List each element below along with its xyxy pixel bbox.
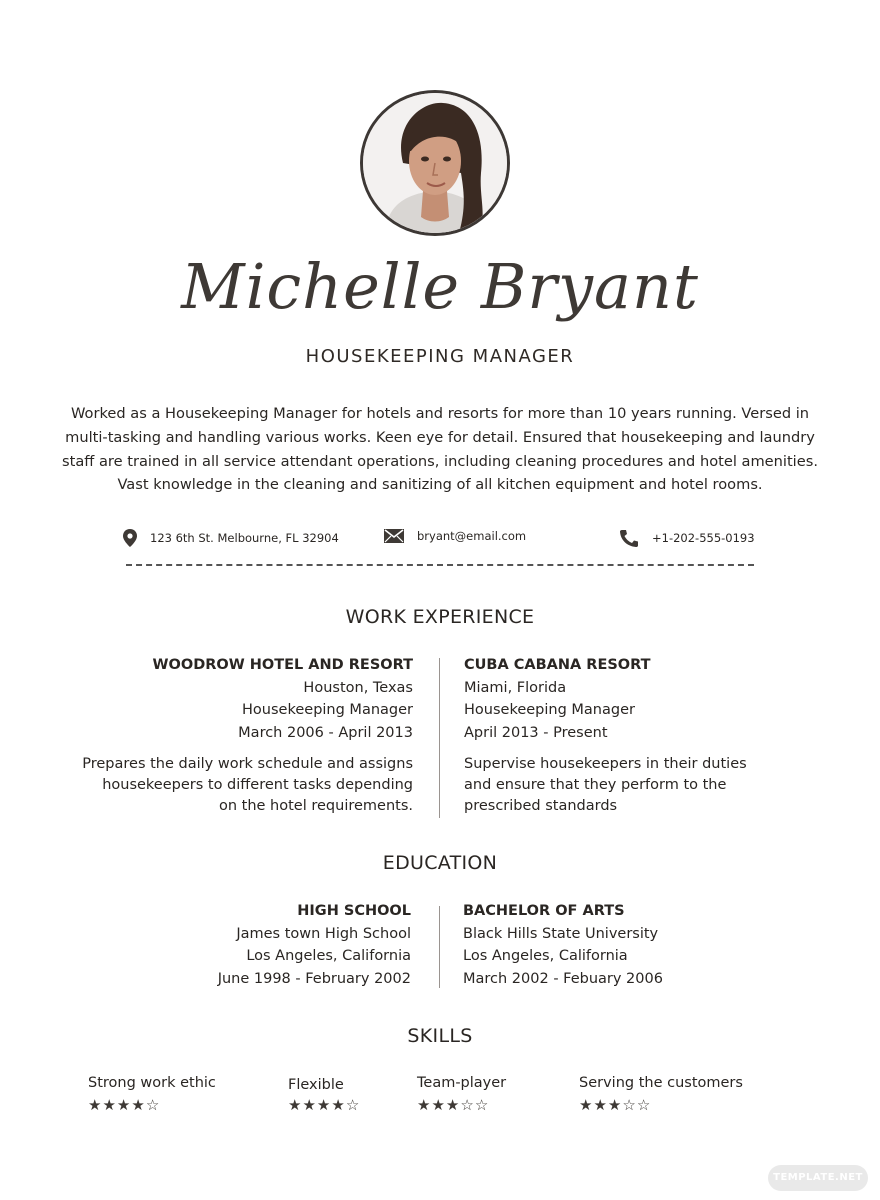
column-divider bbox=[439, 658, 440, 818]
skill-item bbox=[579, 1075, 743, 1114]
star-empty-icon: ☆ bbox=[474, 1096, 490, 1114]
job-dates: April 2013 - Present bbox=[464, 724, 608, 741]
skill-label: Strong work ethic bbox=[88, 1075, 216, 1091]
skill-item bbox=[88, 1075, 216, 1114]
star-filled-icon: ★ bbox=[593, 1096, 608, 1114]
star-empty-icon: ☆ bbox=[460, 1096, 475, 1114]
star-empty-icon: ☆ bbox=[636, 1096, 652, 1114]
description-line: and ensure that they perform to the bbox=[464, 777, 727, 793]
star-empty-icon: ☆ bbox=[345, 1096, 361, 1114]
skill-rating bbox=[88, 1096, 216, 1114]
description-line: Prepares the daily work schedule and assigns bbox=[82, 756, 413, 772]
star-empty-icon: ☆ bbox=[145, 1096, 161, 1114]
skill-item bbox=[417, 1075, 506, 1114]
degree-name: BACHELOR OF ARTS bbox=[463, 903, 625, 919]
study-dates: June 1998 - February 2002 bbox=[217, 970, 411, 987]
phone-icon bbox=[619, 529, 639, 547]
star-empty-icon: ☆ bbox=[622, 1096, 637, 1114]
company-name: WOODROW HOTEL AND RESORT bbox=[152, 657, 413, 673]
professional-summary: Worked as a Housekeeping Manager for hotels and resorts for more than 10 years running. Versed in multi-tasking and handling various works. Keen eye for detail. Ensured that housekeeping and laundry staff are trained in all service attendant operations, including cleaning procedures and hotel amenities. Vast knowledge in the cleaning and sanitizing of all kitchen equipment and hotel rooms. bbox=[62, 405, 818, 494]
star-filled-icon: ★ bbox=[88, 1096, 103, 1114]
section-divider bbox=[126, 564, 754, 566]
education-heading: EDUCATION bbox=[382, 852, 498, 874]
skill-rating bbox=[417, 1096, 506, 1114]
description-line: on the hotel requirements. bbox=[218, 798, 413, 814]
job-location: Houston, Texas bbox=[303, 679, 413, 696]
star-filled-icon: ★ bbox=[116, 1096, 132, 1114]
star-filled-icon: ★ bbox=[102, 1096, 117, 1114]
star-filled-icon: ★ bbox=[316, 1096, 332, 1114]
skill-item bbox=[288, 1077, 360, 1114]
company-name: CUBA CABANA RESORT bbox=[464, 657, 651, 673]
description-line: prescribed standards bbox=[464, 798, 618, 814]
star-filled-icon: ★ bbox=[288, 1096, 303, 1114]
location-pin-icon bbox=[123, 529, 137, 547]
envelope-icon bbox=[384, 529, 404, 543]
job-position: Housekeeping Manager bbox=[464, 702, 635, 718]
star-filled-icon: ★ bbox=[331, 1096, 346, 1114]
job-dates: March 2006 - April 2013 bbox=[238, 724, 413, 741]
school-name: Black Hills State University bbox=[463, 925, 659, 942]
star-filled-icon: ★ bbox=[302, 1096, 317, 1114]
skill-rating bbox=[579, 1096, 743, 1114]
work-entry-left bbox=[80, 654, 413, 744]
email-link[interactable]: bryant@email.com bbox=[417, 529, 527, 543]
job-position: Housekeeping Manager bbox=[242, 702, 413, 718]
star-filled-icon: ★ bbox=[131, 1096, 146, 1114]
work-description-left bbox=[60, 754, 413, 817]
degree-name: HIGH SCHOOL bbox=[297, 903, 411, 919]
work-description-right bbox=[464, 754, 804, 817]
skill-label: Team-player bbox=[417, 1075, 507, 1091]
skills-heading: SKILLS bbox=[407, 1025, 473, 1047]
phone-text: +1-202-555-0193 bbox=[652, 531, 755, 545]
skill-label: Flexible bbox=[288, 1077, 344, 1093]
contact-address bbox=[123, 529, 339, 547]
contact-email bbox=[384, 529, 526, 543]
template-watermark: TEMPLATE.NET bbox=[768, 1165, 868, 1191]
job-title: HOUSEKEEPING MANAGER bbox=[305, 346, 575, 367]
school-location: Los Angeles, California bbox=[463, 948, 628, 964]
work-entry-right bbox=[464, 654, 804, 744]
study-dates: March 2002 - Febuary 2006 bbox=[463, 970, 663, 987]
star-filled-icon: ★ bbox=[417, 1096, 432, 1114]
star-filled-icon: ★ bbox=[445, 1096, 461, 1114]
star-filled-icon: ★ bbox=[607, 1096, 623, 1114]
education-entry-right bbox=[463, 900, 803, 990]
school-location: Los Angeles, California bbox=[246, 948, 411, 964]
contact-phone bbox=[619, 529, 755, 547]
skill-label: Serving the customers bbox=[579, 1075, 743, 1091]
work-experience-heading: WORK EXPERIENCE bbox=[345, 606, 535, 628]
job-location: Miami, Florida bbox=[464, 679, 567, 696]
school-name: James town High School bbox=[236, 925, 411, 942]
profile-photo bbox=[360, 90, 510, 236]
column-divider bbox=[439, 906, 440, 988]
description-line: housekeepers to different tasks depending bbox=[102, 777, 413, 793]
candidate-name: Michelle Bryant bbox=[181, 250, 699, 323]
education-entry-left bbox=[80, 900, 411, 990]
skill-rating bbox=[288, 1096, 360, 1114]
star-filled-icon: ★ bbox=[579, 1096, 594, 1114]
address-text: 123 6th St. Melbourne, FL 32904 bbox=[150, 531, 339, 545]
description-line: Supervise housekeepers in their duties bbox=[464, 756, 747, 772]
star-filled-icon: ★ bbox=[431, 1096, 446, 1114]
